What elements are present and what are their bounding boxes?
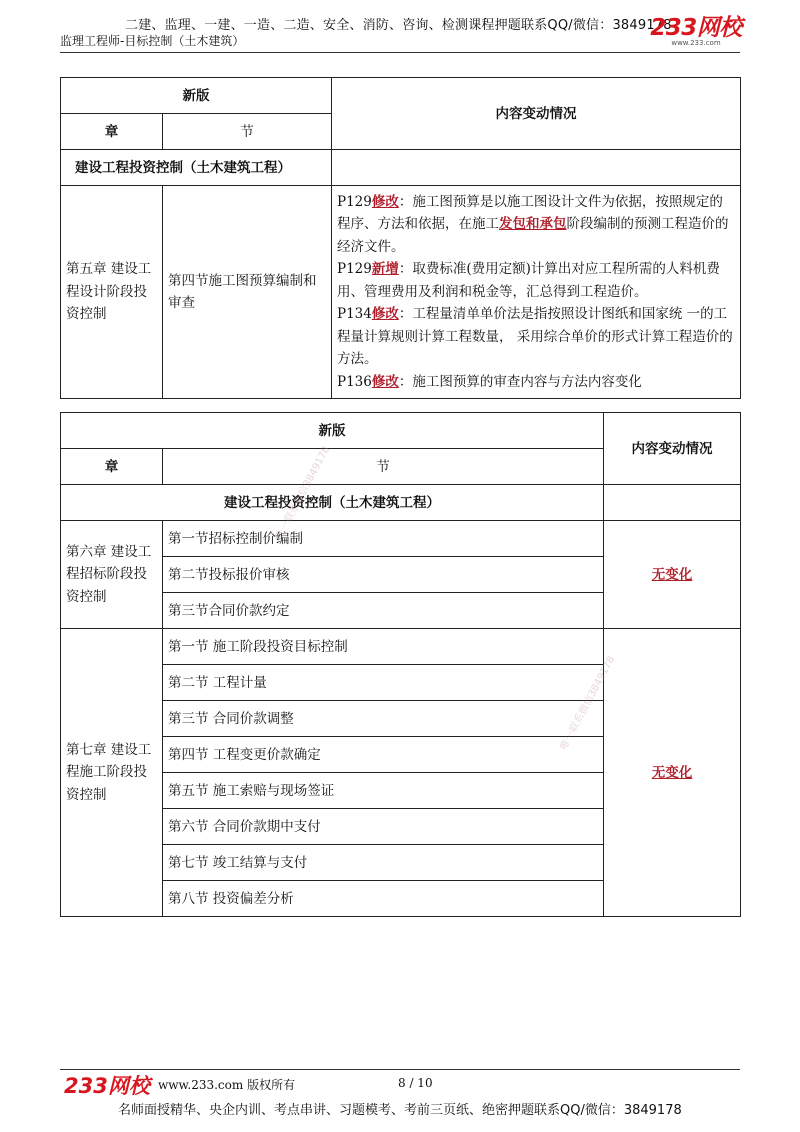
change-entry: P129新增：取费标准(费用定额)计算出对应工程所需的人料机费用、管理费用及利润和税金等，汇总得到工程造价。	[337, 261, 720, 300]
section-cell: 第六节 合同价款期中支付	[163, 809, 604, 845]
change-entry: P129修改：施工图预算是以施工图设计文件为依据，按照规定的程序、方法和依据，在施工发包和承包阶段编制的预测工程造价的经济文件。	[337, 193, 729, 255]
change-entry: P136修改：施工图预算的审查内容与方法内容变化	[337, 373, 642, 390]
section-title-row: 建设工程投资控制（土木建筑工程）	[61, 485, 604, 521]
section-cell: 第一节 施工阶段投资目标控制	[163, 629, 604, 665]
change-details	[332, 186, 741, 399]
change-status-cell	[604, 629, 741, 917]
highlight-text: 发包和承包	[499, 216, 567, 233]
footer-promo: 名师面授精华、央企内训、考点串讲、习题模考、考前三页纸、绝密押题联系QQ/微信：3849178	[118, 1103, 682, 1118]
header-change-status: 内容变动情况	[332, 78, 741, 150]
header-divider	[60, 52, 740, 53]
brand-logo-text: 233网校	[650, 15, 742, 41]
section-cell: 第八节 投资偏差分析	[163, 881, 604, 917]
page-number: 8 / 10	[398, 1076, 433, 1090]
chapter-cell: 第六章 建设工程招标阶段投资控制	[61, 521, 163, 629]
change-table-chapter5	[60, 77, 741, 399]
watermark: 唯一联系微信3849178	[273, 444, 333, 543]
header-new-version: 新版	[61, 78, 332, 114]
header-promo: 二建、监理、一建、一造、二造、安全、消防、咨询、检测课程押题联系QQ/微信：3849178	[125, 18, 672, 33]
no-change-label: 无变化	[651, 566, 693, 583]
section-title-empty-cell	[604, 485, 741, 521]
tag-modified: 修改	[371, 306, 399, 323]
header-new-version: 新版	[61, 413, 604, 449]
brand-logo	[650, 16, 742, 47]
chapter-cell: 第七章 建设工程施工阶段投资控制	[61, 629, 163, 917]
brand-logo-url: www.233.com	[671, 39, 721, 47]
section-cell: 第五节 施工索赔与现场签证	[163, 773, 604, 809]
tag-modified: 修改	[371, 193, 399, 210]
section-cell: 第一节招标控制价编制	[163, 521, 604, 557]
section-title-empty-cell	[332, 150, 741, 186]
change-table-chapter6-7	[60, 412, 741, 917]
section-cell: 第七节 竣工结算与支付	[163, 845, 604, 881]
section-title-row: 建设工程投资控制（土木建筑工程）	[61, 150, 332, 186]
section-cell: 第四节施工图预算编制和审查	[163, 186, 332, 399]
change-entry: P134修改：工程量清单单价法是指按照设计图纸和国家统 一的工程量计算规则计算工程数量， 采用综合单价的形式计算工程造价的方法。	[337, 306, 733, 368]
change-status-cell	[604, 521, 741, 629]
header-chapter: 章	[61, 114, 163, 150]
tag-modified: 修改	[371, 373, 399, 390]
footer-logo: 233网校	[64, 1074, 150, 1098]
header-section: 节	[163, 449, 604, 485]
watermark: 唯一联系微信3849178	[558, 654, 618, 753]
chapter-cell: 第五章 建设工程设计阶段投资控制	[61, 186, 163, 399]
section-cell: 第二节 工程计量	[163, 665, 604, 701]
section-cell: 第四节 工程变更价款确定	[163, 737, 604, 773]
header-chapter: 章	[61, 449, 163, 485]
header-subtitle: 监理工程师-目标控制（土木建筑）	[60, 34, 245, 48]
footer-divider	[60, 1069, 740, 1070]
tag-added: 新增	[371, 261, 399, 278]
header-change-status: 内容变动情况	[604, 413, 741, 485]
footer-copyright: www.233.com 版权所有	[158, 1078, 296, 1092]
section-cell: 第三节合同价款约定	[163, 593, 604, 629]
section-cell: 第三节 合同价款调整	[163, 701, 604, 737]
section-cell: 第二节投标报价审核	[163, 557, 604, 593]
header-section: 节	[163, 114, 332, 150]
no-change-label: 无变化	[651, 764, 693, 781]
